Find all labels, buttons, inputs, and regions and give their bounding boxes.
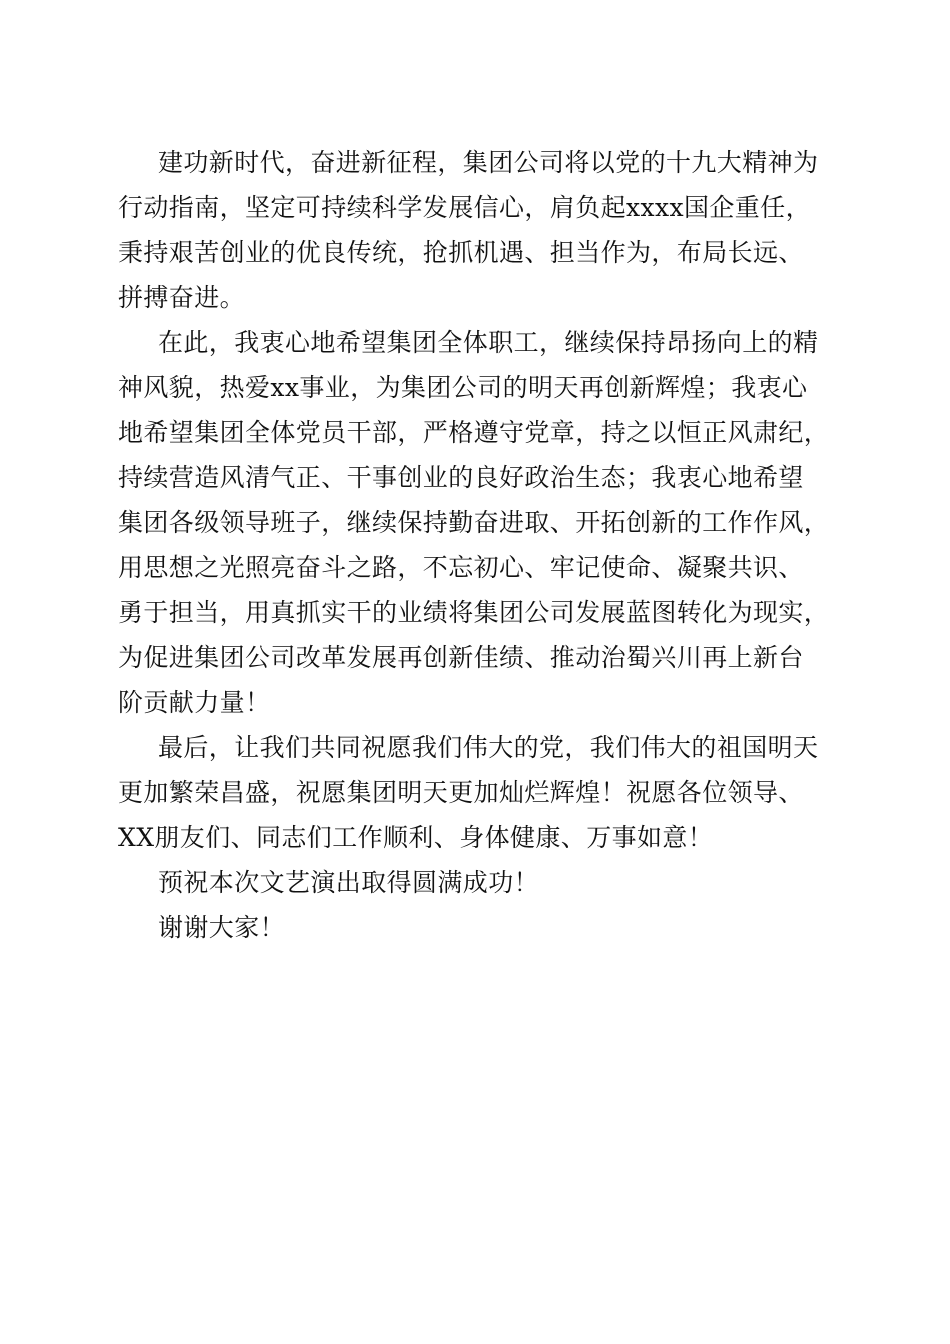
text-line: 建功新时代，奋进新征程，集团公司将以党的十九大精神为 — [158, 148, 819, 177]
paragraph-5 — [118, 905, 843, 950]
text-line: 地希望集团全体党员干部，严格遵守党章，持之以恒正风肃纪， — [118, 418, 830, 447]
text-line: 勇于担当，用真抓实干的业绩将集团公司发展蓝图转化为现实， — [118, 598, 830, 627]
text-line: 在此，我衷心地希望集团全体职工，继续保持昂扬向上的精 — [158, 328, 819, 357]
text-line: 用思想之光照亮奋斗之路，不忘初心、牢记使命、凝聚共识、 — [118, 553, 804, 582]
paragraph-2 — [118, 320, 843, 725]
text-line: 更加繁荣昌盛，祝愿集团明天更加灿烂辉煌！祝愿各位领导、 — [118, 778, 804, 807]
paragraph-1 — [118, 140, 843, 320]
text-line: 神风貌，热爱xx事业，为集团公司的明天再创新辉煌；我衷心 — [118, 373, 808, 402]
text-line: 持续营造风清气正、干事创业的良好政治生态；我衷心地希望 — [118, 463, 804, 492]
text-line: 为促进集团公司改革发展再创新佳绩、推动治蜀兴川再上新台 — [118, 643, 804, 672]
text-line: 拼搏奋进。 — [118, 283, 246, 312]
text-line: 集团各级领导班子，继续保持勤奋进取、开拓创新的工作作风， — [118, 508, 830, 537]
text-line: 行动指南，坚定可持续科学发展信心，肩负起xxxx国企重任， — [118, 193, 811, 222]
text-line: 预祝本次文艺演出取得圆满成功！ — [158, 868, 540, 897]
paragraph-3 — [118, 725, 843, 860]
text-line: 秉持艰苦创业的优良传统，抢抓机遇、担当作为，布局长远、 — [118, 238, 804, 267]
text-line: 最后，让我们共同祝愿我们伟大的党，我们伟大的祖国明天 — [158, 733, 819, 762]
text-line: XX朋友们、同志们工作顺利、身体健康、万事如意！ — [118, 823, 714, 852]
paragraph-4 — [118, 860, 843, 905]
text-line: 谢谢大家！ — [158, 913, 286, 942]
text-line: 阶贡献力量！ — [118, 688, 271, 717]
document-page — [118, 140, 843, 950]
